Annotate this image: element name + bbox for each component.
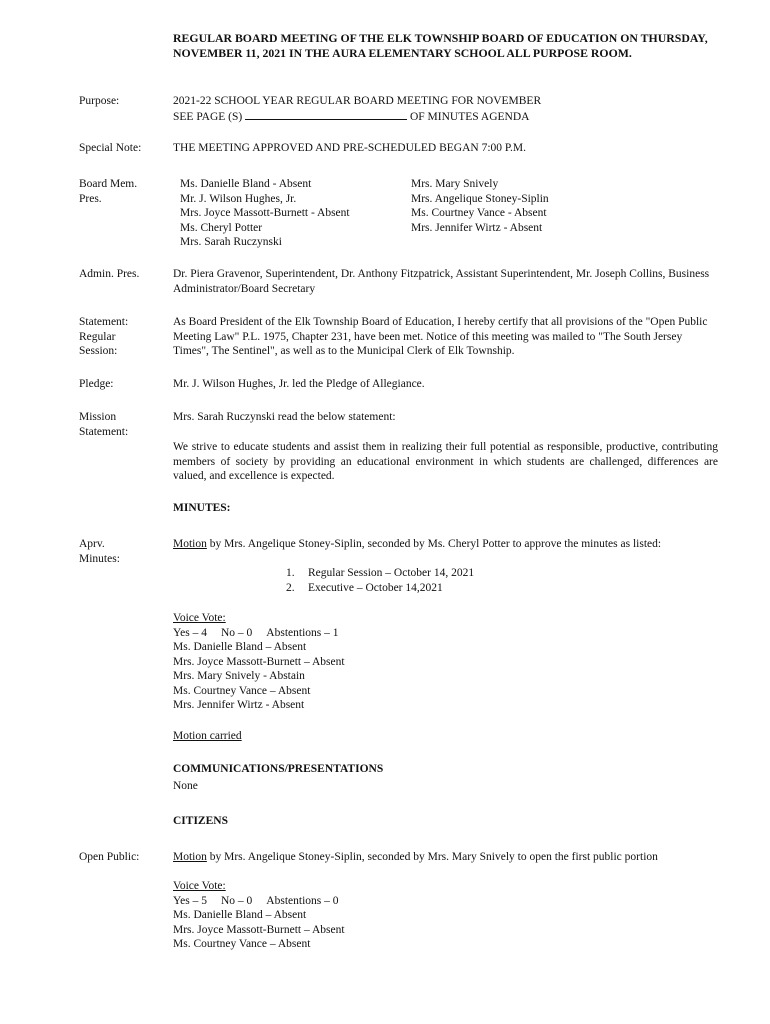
board-member: Mrs. Jennifer Wirtz - Absent [411, 221, 543, 234]
citizens-heading: CITIZENS [173, 815, 228, 827]
special-note-label: Special Note: [79, 142, 142, 154]
board-member: Ms. Courtney Vance - Absent [411, 207, 547, 219]
mission-text: We strive to educate students and assist them in realizing their full potential as responsible, productive, contributing members of society by providing an educational environment in which students are challenged, differences are valued, and excellence is expected. [173, 441, 718, 482]
mission-intro: Mrs. Sarah Ruczynski read the below statement: [173, 411, 396, 423]
admin-label: Admin. Pres. [79, 268, 140, 280]
mission-label: Mission Statement: [79, 411, 129, 438]
board-member: Mrs. Sarah Ruczynski [180, 236, 282, 248]
voice-vote-label: Voice Vote: [173, 880, 226, 892]
vote-entry: Mrs. Mary Snively - Abstain [173, 670, 305, 682]
motion-carried: Motion carried [173, 730, 242, 742]
vote-entry: Ms. Danielle Bland – Absent [173, 641, 307, 653]
communications-text: None [173, 779, 198, 792]
motion-word: Motion [173, 851, 207, 863]
list-item: 2. Executive – October 14,2021 [286, 581, 443, 594]
statement-text: As Board President of the Elk Township Board of Education, I hereby certify that all provisions of the "Open Public Meeting Law" P.L. 1975, Chapter 231, have been met. Notice of this meeting was mailed to "The South Jersey Times", The Sentinel", as well as to the Municipal Clerk of Elk Township. [173, 316, 708, 357]
pledge-text: Mr. J. Wilson Hughes, Jr. led the Pledge of Allegiance. [173, 378, 425, 390]
approve-minutes-label: Aprv. Minutes: [79, 538, 120, 565]
board-member: Ms. Cheryl Potter [180, 221, 263, 234]
board-member: Mrs. Mary Snively [411, 178, 499, 190]
vote-entry: Ms. Danielle Bland – Absent [173, 909, 307, 921]
board-members-column-2 [411, 177, 549, 235]
citizens-motion: Motion by Mrs. Angelique Stoney-Siplin, seconded by Mrs. Mary Snively to open the first public portion [173, 851, 658, 863]
vote-entry: Mrs. Joyce Massott-Burnett – Absent [173, 655, 345, 668]
board-members-label: Board Mem. Pres. [79, 178, 138, 205]
vote-entry: Ms. Courtney Vance – Absent [173, 684, 311, 697]
vote-entry: Ms. Courtney Vance – Absent [173, 938, 311, 950]
board-member: Ms. Danielle Bland - Absent [180, 178, 312, 190]
purpose-of-minutes: OF MINUTES AGENDA [409, 110, 530, 123]
special-note-text: THE MEETING APPROVED AND PRE-SCHEDULED BEGAN 7:00 P.M. [173, 142, 527, 154]
vote-entry: Mrs. Jennifer Wirtz - Absent [173, 699, 305, 711]
communications-heading: COMMUNICATIONS/PRESENTATIONS [173, 763, 384, 775]
page-blank-line [245, 109, 407, 120]
purpose-text [173, 94, 718, 124]
motion-word: Motion [173, 538, 207, 550]
board-member: Mrs. Angelique Stoney-Siplin [411, 192, 549, 205]
statement-label: Statement: Regular Session: [79, 316, 129, 357]
vote-entry: Mrs. Joyce Massott-Burnett – Absent [173, 923, 345, 936]
pledge-label: Pledge: [79, 378, 114, 390]
board-member: Mr. J. Wilson Hughes, Jr. [180, 192, 297, 205]
purpose-label: Purpose: [79, 95, 120, 107]
voice-vote-label: Voice Vote: [173, 612, 226, 624]
list-item: 1. Regular Session – October 14, 2021 [286, 567, 475, 579]
minutes-motion: Motion by Mrs. Angelique Stoney-Siplin, seconded by Ms. Cheryl Potter to approve the minutes as listed: [173, 538, 662, 550]
purpose-line-2 [173, 109, 718, 125]
vote-tally: Yes – 4 No – 0 Abstentions – 1 [173, 626, 339, 639]
minutes-heading: MINUTES: [173, 502, 231, 514]
purpose-line-1: 2021-22 SCHOOL YEAR REGULAR BOARD MEETING FOR NOVEMBER [173, 95, 542, 107]
vote-tally: Yes – 5 No – 0 Abstentions – 0 [173, 894, 339, 907]
open-public-label: Open Public: [79, 851, 140, 863]
board-member: Mrs. Joyce Massott-Burnett - Absent [180, 207, 350, 219]
purpose-see-page: SEE PAGE (S) [173, 110, 243, 123]
document-title: REGULAR BOARD MEETING OF THE ELK TOWNSHIP BOARD OF EDUCATION ON THURSDAY, NOVEMBER 11, 2021 IN THE AURA ELEMENTARY SCHOOL ALL PURPOSE ROOM. [173, 31, 708, 60]
admin-text: Dr. Piera Gravenor, Superintendent, Dr. Anthony Fitzpatrick, Assistant Superintendent, Mr. Joseph Collins, Business Administrator/Board Secretary [173, 268, 710, 295]
minutes-list [286, 566, 474, 595]
board-members-column-1 [180, 177, 350, 250]
